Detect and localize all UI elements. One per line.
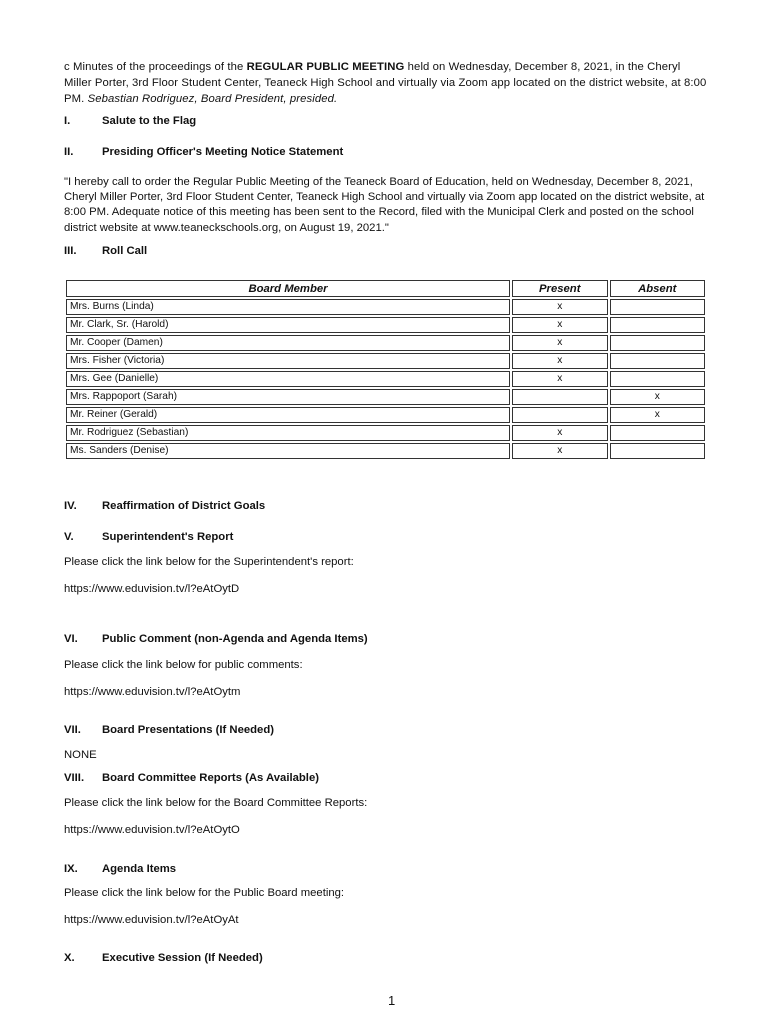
section-title: Board Committee Reports (As Available) — [102, 772, 319, 784]
present-mark: x — [512, 371, 608, 387]
absent-mark — [610, 317, 706, 333]
section-heading-executive-session — [64, 951, 263, 967]
table-row — [66, 425, 705, 441]
section-number: X. — [64, 952, 75, 964]
section-number: III. — [64, 245, 77, 257]
public-comment-text: Please click the link below for public comments: — [64, 659, 303, 671]
absent-mark: x — [610, 389, 706, 405]
present-mark: x — [512, 353, 608, 369]
section-number: I. — [64, 115, 71, 127]
present-mark: x — [512, 335, 608, 351]
table-row — [66, 389, 705, 405]
committee-text: Please click the link below for the Board Committee Reports: — [64, 797, 368, 809]
present-mark: x — [512, 425, 608, 441]
member-name: Mr. Clark, Sr. (Harold) — [66, 317, 510, 333]
header-present: Present — [512, 280, 608, 297]
absent-mark: x — [610, 407, 706, 423]
section-title: Public Comment (non-Agenda and Agenda Items) — [102, 633, 368, 645]
section-title: Salute to the Flag — [102, 115, 197, 127]
roll-call-table — [64, 278, 707, 461]
section-number: VI. — [64, 633, 78, 645]
section-number: II. — [64, 146, 74, 158]
member-name: Mrs. Fisher (Victoria) — [66, 353, 510, 369]
section-number: VIII. — [64, 772, 85, 784]
section-heading-superintendent — [64, 530, 233, 546]
section-heading-goals — [64, 499, 265, 515]
present-mark: x — [512, 443, 608, 459]
present-mark: x — [512, 299, 608, 315]
table-row — [66, 335, 705, 351]
section-heading-agenda — [64, 862, 176, 878]
present-mark — [512, 407, 608, 423]
section-heading-salute — [64, 114, 196, 130]
table-row — [66, 353, 705, 369]
agenda-link[interactable]: https://www.eduvision.tv/l?eAtOyAt — [64, 914, 239, 926]
section-number: IV. — [64, 500, 77, 512]
section-number: V. — [64, 531, 74, 543]
section-title: Executive Session (If Needed) — [102, 952, 263, 964]
absent-mark — [610, 425, 706, 441]
member-name: Mr. Reiner (Gerald) — [66, 407, 510, 423]
section-title: Roll Call — [102, 245, 148, 257]
table-header-row — [66, 280, 705, 297]
absent-mark — [610, 335, 706, 351]
section-heading-notice — [64, 145, 343, 161]
table-row — [66, 407, 705, 423]
member-name: Mrs. Gee (Danielle) — [66, 371, 510, 387]
section-heading-roll-call — [64, 244, 147, 260]
absent-mark — [610, 371, 706, 387]
section-title: Reaffirmation of District Goals — [102, 500, 266, 512]
table-row — [66, 443, 705, 459]
notice-statement: "I hereby call to order the Regular Public Meeting of the Teaneck Board of Education, held on Wednesday, December 8, 2021, Cheryl Miller Porter, 3rd Floor Student Center, Teaneck High School and virtually via Zoom app located on the district website, at 8:00 PM. Adequate notice of this meeting has been sent to the Record, filed with the Municipal Clerk and posted on the school district website at www.teaneckschools.org, on August 19, 2021." — [64, 176, 705, 234]
superintendent-report-link[interactable]: https://www.eduvision.tv/l?eAtOytD — [64, 583, 240, 595]
public-comment-link[interactable]: https://www.eduvision.tv/l?eAtOytm — [64, 686, 241, 698]
section-title: Superintendent's Report — [102, 531, 234, 543]
section-title: Board Presentations (If Needed) — [102, 724, 274, 736]
member-name: Mrs. Burns (Linda) — [66, 299, 510, 315]
table-row — [66, 371, 705, 387]
section-heading-committee — [64, 771, 319, 787]
absent-mark — [610, 299, 706, 315]
member-name: Mr. Cooper (Damen) — [66, 335, 510, 351]
member-name: Mrs. Rappoport (Sarah) — [66, 389, 510, 405]
presentations-text: NONE — [64, 749, 97, 761]
member-name: Ms. Sanders (Denise) — [66, 443, 510, 459]
member-name: Mr. Rodriguez (Sebastian) — [66, 425, 510, 441]
committee-reports-link[interactable]: https://www.eduvision.tv/l?eAtOytO — [64, 824, 240, 836]
absent-mark — [610, 353, 706, 369]
intro-presided: Sebastian Rodriguez, Board President, presided. — [87, 93, 338, 106]
header-absent: Absent — [610, 280, 706, 297]
present-mark: x — [512, 317, 608, 333]
intro-paragraph — [64, 59, 710, 108]
section-heading-public-comment — [64, 632, 368, 648]
page-number: 1 — [388, 993, 396, 1008]
superintendent-text: Please click the link below for the Superintendent's report: — [64, 556, 354, 568]
section-title: Agenda Items — [102, 863, 177, 875]
header-board-member: Board Member — [66, 280, 510, 297]
section-title: Presiding Officer's Meeting Notice Statement — [102, 146, 344, 158]
absent-mark — [610, 443, 706, 459]
present-mark — [512, 389, 608, 405]
intro-text-details: held on Wednesday, December 8, 2021, in the Cheryl Miller Porter, 3rd Floor Student Center, Teaneck High School and virtually via Zoom app located on the district website, at 8:00 PM. — [64, 61, 707, 106]
section-number: IX. — [64, 863, 78, 875]
section-heading-presentations — [64, 723, 274, 739]
intro-meeting-type: REGULAR PUBLIC MEETING — [246, 61, 405, 73]
agenda-text: Please click the link below for the Public Board meeting: — [64, 887, 345, 899]
table-row — [66, 317, 705, 333]
section-number: VII. — [64, 724, 81, 736]
table-row — [66, 299, 705, 315]
intro-text-start: c Minutes of the proceedings of the — [64, 61, 247, 73]
